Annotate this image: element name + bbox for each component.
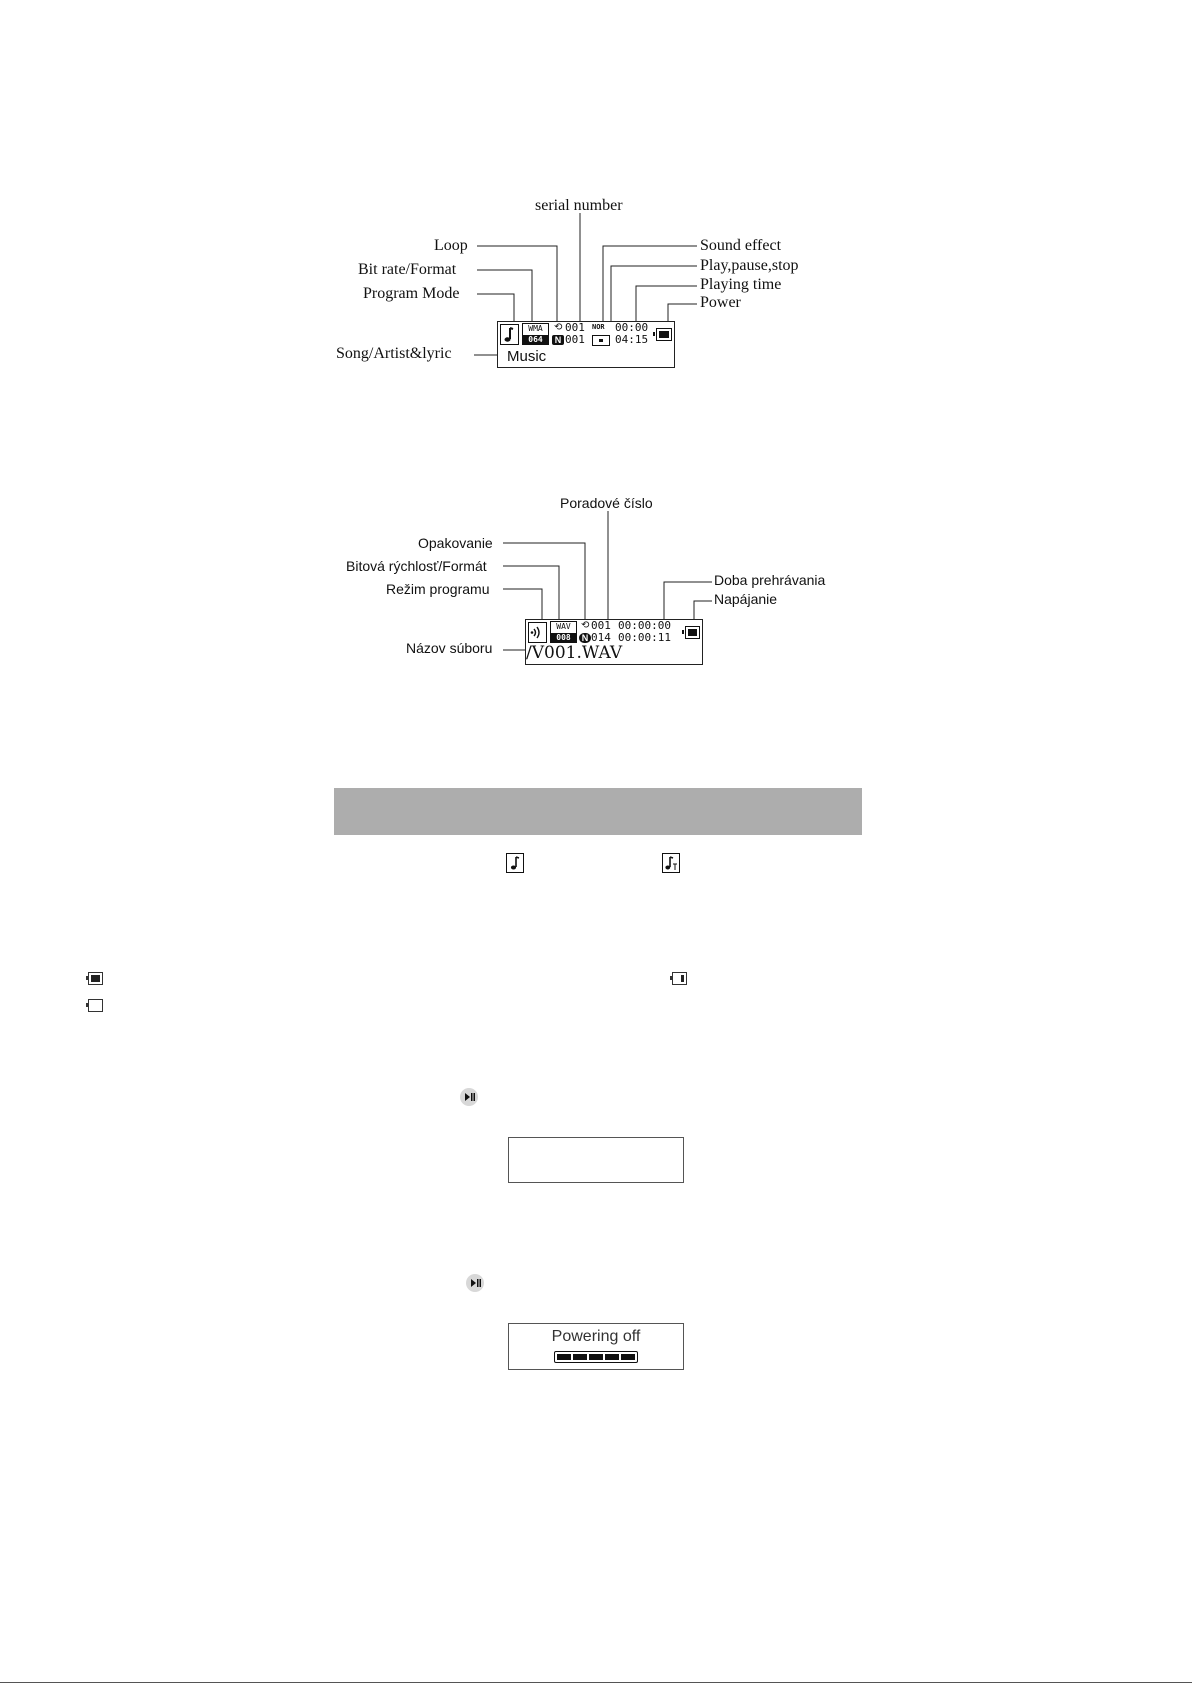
label-bitrate-format: Bit rate/Format [358, 261, 457, 278]
track-current: 001 [565, 321, 585, 334]
battery-low-icon [672, 972, 687, 985]
eq-label: NOR [592, 323, 605, 331]
track-total: 001 [565, 333, 585, 346]
page-bottom-rule [0, 1682, 1192, 1683]
time-elapsed: 00:00 [615, 321, 649, 334]
power-off-progress-bar [554, 1351, 638, 1363]
label-program-mode: Program Mode [363, 285, 460, 302]
track-total: 014 [591, 631, 611, 644]
track-current: 001 [591, 619, 611, 632]
lcd-filename-text: /V001.WAV [526, 643, 623, 663]
progress-segment [621, 1354, 635, 1360]
progress-segment [573, 1354, 587, 1360]
loop-icon: ⟲ [554, 322, 563, 333]
label-bitova-rychlost-format: Bitová rýchlosť/Formát [346, 558, 487, 574]
progress-segment [589, 1354, 603, 1360]
music-note-t-icon [662, 853, 680, 873]
label-napajanie: Napájanie [714, 591, 778, 607]
label-loop: Loop [434, 237, 468, 254]
label-rezim-programu: Režim programu [386, 581, 490, 597]
play-pause-icon [460, 1088, 478, 1106]
bitrate-label: 064 [522, 335, 549, 345]
progress-segment [605, 1354, 619, 1360]
powering-off-text: Powering off [551, 1328, 641, 1345]
format-label: WAV [550, 621, 577, 634]
battery-full-icon [685, 626, 700, 639]
voice-mode-icon [528, 622, 547, 643]
lcd-screen-voice [525, 619, 703, 665]
label-poradove-cislo: Poradové číslo [560, 495, 653, 511]
battery-full-icon [88, 972, 103, 985]
blank-screen [508, 1137, 684, 1183]
label-song-artist-lyric: Song/Artist&lyric [336, 345, 452, 362]
label-play-pause-stop: Play,pause,stop [700, 257, 799, 274]
lcd-song-text: Music [507, 348, 547, 365]
program-n-icon: N [579, 633, 591, 643]
bitrate-label: 008 [550, 633, 577, 643]
time-total: 00:00:11 [618, 631, 671, 644]
label-playing-time: Playing time [700, 276, 782, 293]
label-doba-prehravania: Doba prehrávania [714, 572, 826, 588]
section-header-band [334, 788, 862, 835]
play-pause-icon [466, 1274, 484, 1292]
progress-segment [557, 1354, 571, 1360]
label-sound-effect: Sound effect [700, 237, 782, 254]
time-total: 04:15 [615, 333, 649, 346]
powering-off-screen [508, 1323, 684, 1370]
format-label: WMA [522, 323, 549, 336]
label-nazov-suboru: Názov súboru [406, 640, 493, 656]
program-n-icon: N [552, 335, 564, 345]
time-elapsed: 00:00:00 [618, 619, 671, 632]
music-note-icon [506, 853, 524, 873]
label-power: Power [700, 294, 741, 311]
label-serial-number: serial number [535, 197, 623, 214]
battery-empty-icon [88, 999, 103, 1012]
diagram-voice-leader-lines [0, 0, 1192, 700]
label-opakovanie: Opakovanie [418, 535, 493, 551]
loop-icon: ⟲ [581, 620, 590, 631]
